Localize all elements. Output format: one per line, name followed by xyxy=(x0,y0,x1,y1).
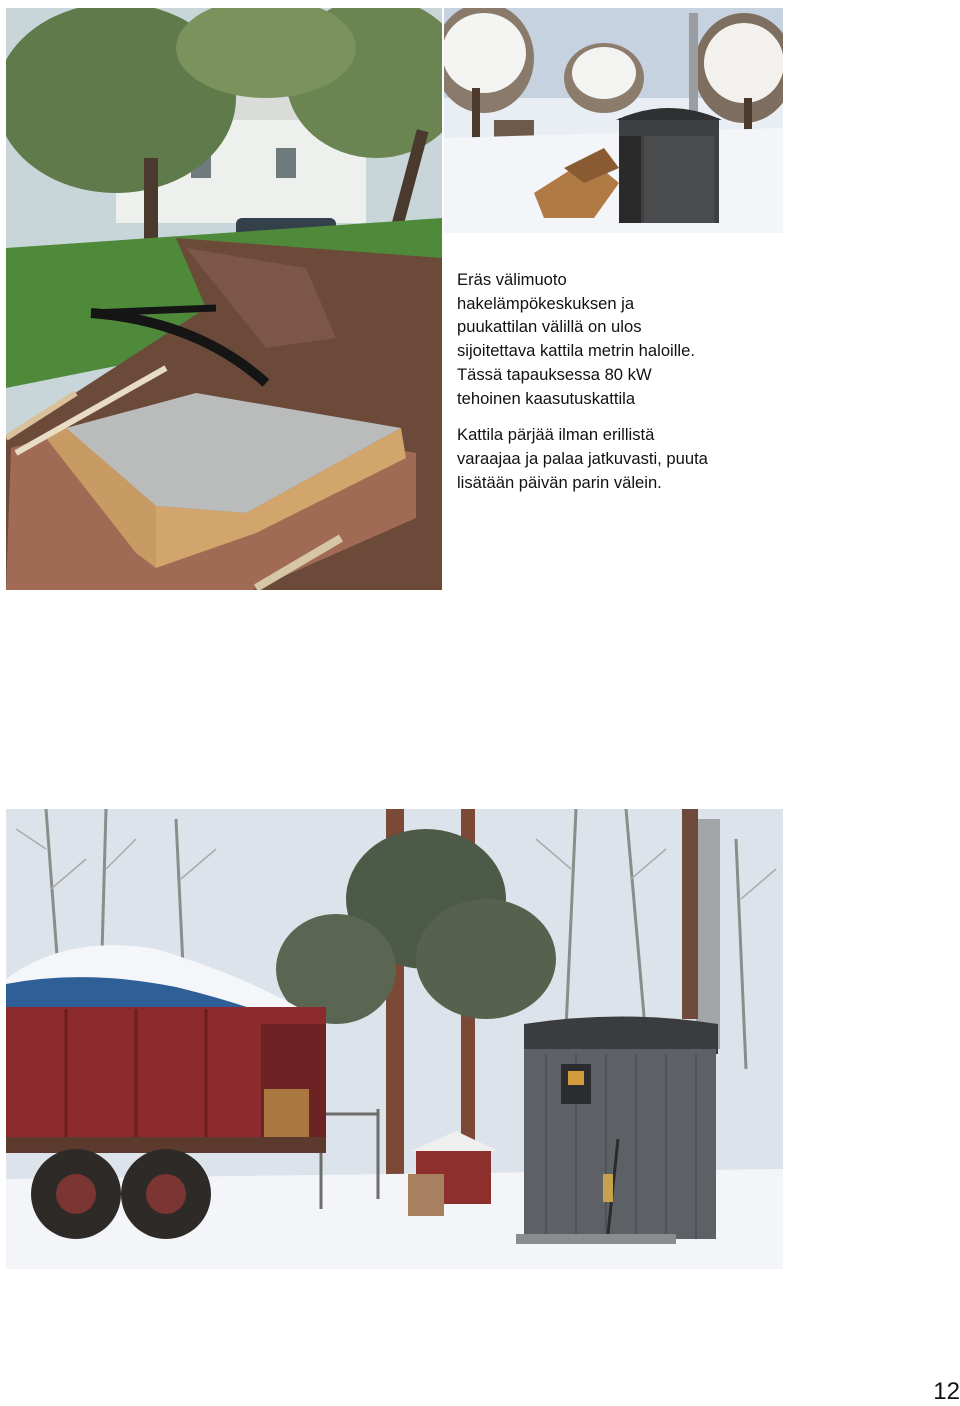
photo-concrete-foundation xyxy=(6,8,442,590)
photo-winter-boiler xyxy=(444,8,783,233)
trailer-boiler-photo-graphic xyxy=(6,809,783,1269)
page-number: 12 xyxy=(933,1378,960,1405)
photo-trailer-and-boiler xyxy=(6,809,783,1269)
foundation-photo-graphic xyxy=(6,8,442,590)
winter-boiler-photo-graphic xyxy=(444,8,783,233)
caption-text-block xyxy=(457,268,797,494)
caption-paragraph-2: Kattila pärjää ilman erillistä varaajaa ja palaa jatkuvasti, puuta lisätään päivän parin välein. xyxy=(457,425,708,492)
caption-paragraph-1: Eräs välimuoto hakelämpökeskuksen ja puukattilan välillä on ulos sijoitettava kattila metrin haloille. Tässä tapauksessa 80 kW tehoinen kaasutuskattila xyxy=(457,270,695,408)
